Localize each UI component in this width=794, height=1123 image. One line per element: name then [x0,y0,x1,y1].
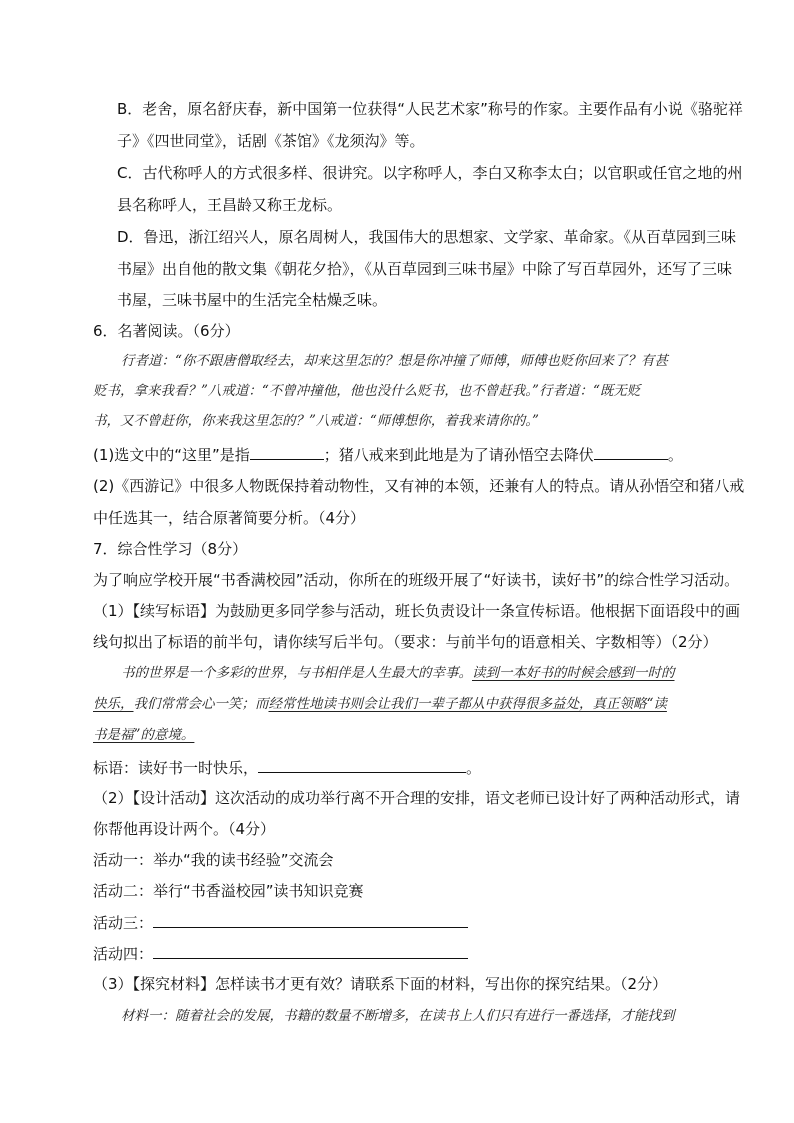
option-d-line-3: 书屋，三味书屋中的生活完全枯燥乏味。 [117,291,388,309]
q7-passage-underlined-4: 书是福”的意境。 [93,727,195,743]
q7-activity-3-blank[interactable] [153,912,468,928]
q6-sub1 [93,444,683,465]
q7-slogan-blank[interactable] [258,757,466,773]
q7-part2-line-2: 你帮他再设计两个。（4分） [93,820,276,838]
q7-activity-3-label: 活动三： [93,914,154,932]
q7-slogan [93,757,481,778]
q7-passage-underlined-2: 快乐， [93,696,134,712]
q7-part1-line-1: （1）【续写标语】为鼓励更多同学参与活动，班长负责设计一条宣传标语。他根据下面语段中的画 [93,602,741,620]
q7-activity-4-label: 活动四： [93,945,154,963]
q6-sub2-line-2: 中任选其一，结合原著简要分析。（4分） [93,509,366,527]
q6-heading: 6．名著阅读。（6分） [93,322,240,340]
q7-passage-underlined-3: 经常性地读书则会让我们一辈子都从中获得很多益处，真正领略“读 [268,696,667,712]
option-d-line-1: D．鲁迅，浙江绍兴人，原名周树人，我国伟大的思想家、文学家、革命家。《从百草园到三味 [117,228,737,246]
option-c-line-2: 县名称呼人，王昌龄又称王龙标。 [117,196,343,214]
q6-sub1-text-a: (1)选文中的“这里”是指 [93,446,250,464]
option-b-line-1: B．老舍，原名舒庆春，新中国第一位获得“人民艺术家”称号的作家。主要作品有小说《骆驼祥 [117,100,743,118]
option-d-line-2: 书屋》出自他的散文集《朝花夕拾》，《从百草园到三味书屋》中除了写百草园外，还写了三味 [117,260,733,278]
q7-passage-plain-1: 书的世界是一个多彩的世界，与书相伴是人生最大的幸事。 [121,665,472,681]
q7-material-1: 材料一：随着社会的发展，书籍的数量不断增多，在读书上人们只有进行一番选择，才能找到 [121,1008,675,1024]
q6-answer-blank-2[interactable] [594,444,668,460]
q6-excerpt-line-1: 行者道：“你不跟唐僧取经去，却来这里怎的？想是你冲撞了师傅，师傅也贬你回来了？有甚 [121,353,668,369]
q7-passage-line-1 [121,663,675,683]
q7-part1-line-2: 线句拟出了标语的前半句，请你续写后半句。（要求：与前半句的语意相关、字数相等）（2分） [93,633,718,651]
q7-intro: 为了响应学校开展“书香满校园”活动，你所在的班级开展了“好读书，读好书”的综合性学习活动。 [93,571,740,589]
q6-sub1-text-b: ；猪八戒来到此地是为了请孙悟空去降伏 [323,446,594,464]
q6-sub2-line-1: (2)《西游记》中很多人物既保持着动物性，又有神的本领，还兼有人的特点。请从孙悟空和猪八戒 [93,477,745,495]
q6-answer-blank-1[interactable] [250,444,324,460]
q7-heading: 7．综合性学习（8分） [93,540,248,558]
q7-activity-2: 活动二：举行“书香溢校园”读书知识竞赛 [93,882,364,900]
q7-slogan-end: 。 [466,759,482,777]
q7-part3-line-1: （3）【探究材料】怎样读书才更有效？请联系下面的材料，写出你的探究结果。（2分） [93,975,668,993]
q6-excerpt-line-3: 书，又不曾赶你，你来我这里怎的？”八戒道：“师傅想你，着我来请你的。” [93,413,539,429]
option-c-line-1: C．古代称呼人的方式很多样、很讲究。以字称呼人，李白又称李太白；以官职或任官之地的州 [117,164,743,182]
q7-passage-line-3 [93,725,194,745]
q7-activity-1: 活动一：举办“我的读书经验”交流会 [93,851,334,869]
q7-passage-line-2 [93,694,667,714]
q7-passage-plain-2: 我们常常会心一笑；而 [133,696,269,712]
option-b-line-2: 子》《四世同堂》，话剧《茶馆》《龙须沟》等。 [117,132,425,150]
q6-sub1-text-c: 。 [667,446,683,464]
q7-activity-4-blank[interactable] [153,943,468,959]
q6-excerpt-line-2: 贬书，拿来我看？”八戒道：“不曾冲撞他，他也没什么贬书，也不曾赶我。”行者道：“既无贬 [93,383,641,399]
q7-activity-3 [93,912,468,933]
q7-slogan-label: 标语：读好书一时快乐， [93,759,259,777]
q7-activity-4 [93,943,468,964]
q7-part2-line-1: （2）【设计活动】这次活动的成功举行离不开合理的安排，语文老师已设计好了两种活动形式，请 [93,789,741,807]
q7-passage-underlined-1: 读到一本好书的时候会感到一时的 [472,665,675,681]
